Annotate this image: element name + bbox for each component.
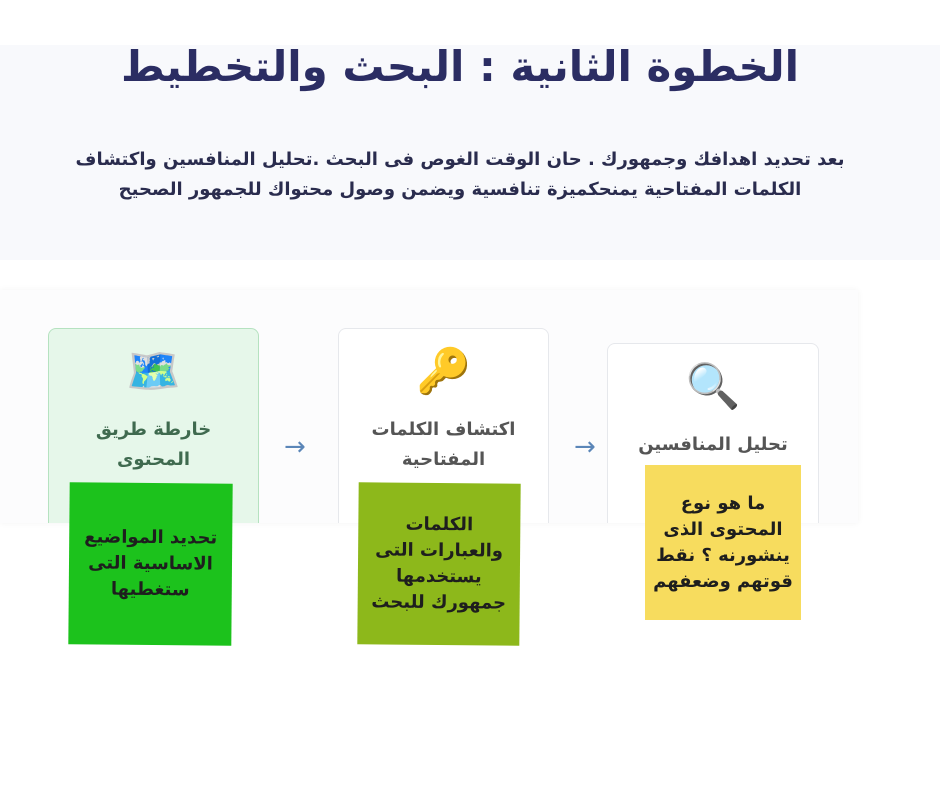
sticky-note-competitors: [645, 465, 801, 620]
arrow-icon: →: [574, 432, 596, 462]
sticky-note-roadmap: [68, 482, 232, 645]
intro-line-1: بعد تحديد اهدافك وجمهورك . حان الوقت الغوص فى البحث .تحليل المنافسين واكتشاف: [75, 149, 845, 170]
magnifier-icon: 🔍: [685, 361, 741, 412]
note-text: الكلمات والعبارات التى يستخدمها جمهورك للبحث: [371, 513, 507, 614]
page-title: الخطوة الثانية : البحث والتخطيط: [121, 42, 799, 91]
step-label: خارطة طريق المحتوى: [95, 419, 212, 470]
note-text: ما هو نوع المحتوى الذى ينشورنه ؟ نقط قوتهم وضعفهم: [653, 492, 793, 592]
intro-text: [20, 145, 900, 205]
step-label: اكتشاف الكلمات المفتاحية: [371, 419, 516, 470]
key-icon: 🔑: [416, 346, 471, 397]
intro-line-2: الكلمات المفتاحية يمنحكميزة تنافسية ويضمن وصول محتواك للجمهور الصحيح: [118, 179, 802, 200]
step-label: تحليل المنافسين: [638, 434, 788, 455]
note-text: تحديد المواضيع الاساسية التى ستغطيها: [84, 526, 218, 601]
map-icon: 🗺️: [126, 346, 181, 397]
sticky-note-keywords: [357, 482, 520, 645]
arrow-icon: →: [284, 432, 306, 462]
